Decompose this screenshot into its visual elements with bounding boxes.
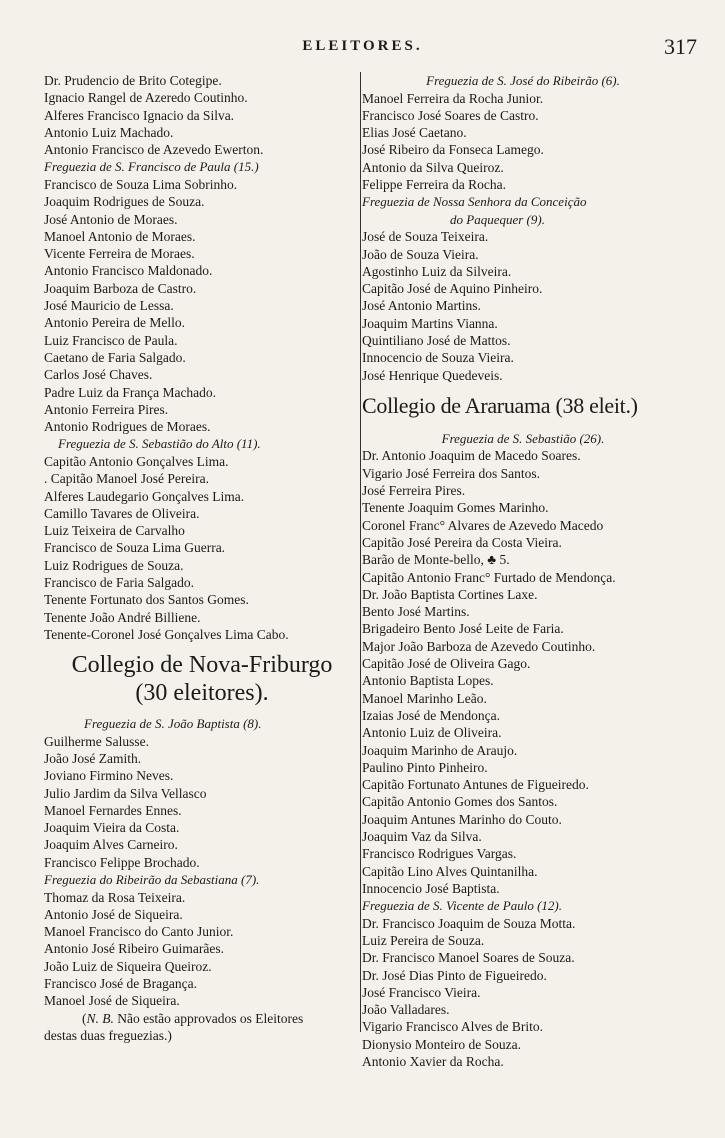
elector-name: Alferes Laudegario Gonçalves Lima.: [44, 488, 245, 504]
footnote-nb: N. B.: [86, 1010, 114, 1026]
elector-name: Capitão José de Oliveira Gago.: [362, 656, 531, 672]
elector-name: Dr. José Dias Pinto de Figueiredo.: [362, 967, 547, 983]
column-divider: [360, 72, 361, 1032]
elector-name: Camillo Tavares de Oliveira.: [44, 505, 200, 521]
elector-name: Capitão Fortunato Antunes de Figueiredo.: [362, 777, 589, 793]
elector-name: Antonio José Ribeiro Guimarães.: [44, 941, 224, 957]
elector-name: Luiz Rodrigues de Souza.: [44, 557, 184, 573]
elector-name: Innocencio de Souza Vieira.: [362, 350, 514, 366]
elector-name: Francisco José de Bragança.: [44, 976, 197, 992]
footnote: [44, 1010, 360, 1027]
elector-name: Capitão Lino Alves Quintanilha.: [362, 863, 538, 879]
elector-name: José Mauricio de Lessa.: [44, 298, 174, 314]
elector-name: Carlos José Chaves.: [44, 367, 153, 383]
elector-name: Coronel Franc° Alvares de Azevedo Macedo: [362, 517, 604, 533]
page-title: ELEITORES.: [302, 38, 423, 54]
elector-list: [44, 176, 360, 435]
elector-name: Paulino Pinto Pinheiro.: [362, 759, 488, 775]
elector-name: Tenente Joaquim Gomes Marinho.: [362, 500, 549, 516]
elector-name: Antonio Francisco de Azevedo Ewerton.: [44, 142, 264, 158]
elector-name: Antonio Rodrigues de Moraes.: [44, 419, 211, 435]
elector-name: Francisco Felippe Brochado.: [44, 854, 200, 870]
elector-name: Tenente João André Billiene.: [44, 609, 201, 625]
elector-name: Manoel Fernardes Ennes.: [44, 802, 182, 818]
elector-name: Francisco José Soares de Castro.: [362, 107, 539, 123]
parish-heading: Freguezia de S. Sebastião do Alto (11).: [58, 436, 261, 452]
elector-name: Thomaz da Rosa Teixeira.: [44, 889, 186, 905]
elector-list: [362, 90, 684, 194]
elector-name: Luiz Francisco de Paula.: [44, 332, 178, 348]
elector-name: Joviano Firmino Neves.: [44, 768, 174, 784]
elector-name: Julio Jardim da Silva Vellasco: [44, 785, 207, 801]
elector-name: Innocencio José Baptista.: [362, 880, 500, 896]
elector-name: Antonio Luiz Machado.: [44, 124, 174, 140]
left-column: [44, 72, 360, 1044]
elector-name: Francisco de Souza Lima Sobrinho.: [44, 176, 238, 192]
elector-name: Capitão Antonio Gomes dos Santos.: [362, 794, 558, 810]
elector-name: Tenente Fortunato dos Santos Gomes.: [44, 592, 249, 608]
page-number: 317: [664, 34, 697, 59]
elector-name: Luiz Pereira de Souza.: [362, 932, 485, 948]
elector-name: Manoel Marinho Leão.: [362, 690, 487, 706]
elector-name: Dr. Prudencio de Brito Cotegipe.: [44, 73, 222, 88]
elector-name: Joaquim Vaz da Silva.: [362, 828, 482, 844]
elector-name: José Ferreira Pires.: [362, 483, 466, 499]
parish-heading: Freguezia de S. Francisco de Paula (15.): [44, 159, 259, 175]
elector-list: [44, 453, 360, 643]
elector-name: José Ribeiro da Fonseca Lamego.: [362, 142, 544, 158]
elector-name: Antonio Pereira de Mello.: [44, 315, 185, 331]
elector-name: Francisco de Faria Salgado.: [44, 575, 194, 591]
elector-name: Antonio da Silva Queiroz.: [362, 159, 504, 175]
parish-heading: Freguezia de Nossa Senhora da Conceição: [362, 194, 587, 210]
footnote-text: Não estão approvados os Eleitores: [113, 1010, 304, 1026]
elector-name: Major João Barboza de Azevedo Coutinho.: [362, 638, 596, 654]
elector-name: Antonio José de Siqueira.: [44, 906, 183, 922]
elector-list: [362, 447, 684, 897]
elector-name: Vicente Ferreira de Moraes.: [44, 246, 195, 262]
elector-name: Izaias José de Mendonça.: [362, 707, 500, 723]
elector-name: João de Souza Vieira.: [362, 246, 479, 262]
elector-name: Dr. Francisco Manoel Soares de Souza.: [362, 950, 575, 966]
elector-list: [44, 889, 360, 1010]
elector-name: João José Zamith.: [44, 751, 142, 766]
footnote-continued: destas duas freguezias.): [44, 1027, 172, 1043]
elector-name: Bento José Martins.: [362, 604, 470, 620]
elector-name: Vigario Francisco Alves de Brito.: [362, 1019, 544, 1035]
elector-name: Brigadeiro Bento José Leite de Faria.: [362, 621, 564, 637]
elector-list: [362, 228, 684, 384]
elector-name: Antonio Xavier da Rocha.: [362, 1054, 504, 1070]
elector-name: Felippe Ferreira da Rocha.: [362, 176, 506, 192]
elector-name: Antonio Luiz de Oliveira.: [362, 725, 502, 741]
elector-name: José Henrique Quedeveis.: [362, 367, 503, 383]
elector-name: Francisco de Souza Lima Guerra.: [44, 540, 226, 556]
parish-heading: Freguezia de S. João Baptista (8).: [84, 716, 262, 732]
elector-name: Joaquim Rodrigues de Souza.: [44, 194, 205, 210]
elector-name: Joaquim Alves Carneiro.: [44, 837, 178, 853]
elector-name: Antonio Baptista Lopes.: [362, 673, 494, 689]
college-heading: Collegio de Nova-Friburgo: [71, 652, 333, 679]
elector-name: Ignacio Rangel de Azeredo Coutinho.: [44, 90, 248, 106]
footnote-open: (: [82, 1010, 87, 1026]
elector-name: Quintiliano José de Mattos.: [362, 333, 511, 349]
elector-list: [362, 915, 684, 1071]
elector-name: Joaquim Antunes Marinho do Couto.: [362, 811, 562, 827]
elector-name: Joaquim Vieira da Costa.: [44, 820, 180, 836]
elector-name: Dr. Antonio Joaquim de Macedo Soares.: [362, 448, 581, 464]
elector-name: Barão de Monte-bello, ♣ 5.: [362, 552, 510, 568]
elector-name: João Valladares.: [362, 1002, 450, 1018]
elector-name: Capitão Antonio Franc° Furtado de Mendonça.: [362, 569, 616, 585]
elector-name: Joaquim Martins Vianna.: [362, 315, 498, 331]
elector-name: Dionysio Monteiro de Souza.: [362, 1036, 521, 1052]
elector-name: Joaquim Barboza de Castro.: [44, 280, 197, 296]
elector-name: Joaquim Marinho de Araujo.: [362, 742, 518, 758]
elector-name: Elias José Caetano.: [362, 125, 467, 141]
elector-name: João Luiz de Siqueira Queiroz.: [44, 958, 212, 974]
parish-heading-continued: do Paquequer (9).: [450, 211, 545, 227]
elector-name: Alferes Francisco Ignacio da Silva.: [44, 107, 235, 123]
elector-name: José de Souza Teixeira.: [362, 229, 489, 245]
elector-name: Antonio Ferreira Pires.: [44, 401, 169, 417]
elector-list: [44, 733, 360, 871]
elector-name: Guilherme Salusse.: [44, 733, 149, 749]
elector-name: . Capitão Manoel José Pereira.: [44, 471, 209, 487]
elector-name: Manoel Antonio de Moraes.: [44, 228, 196, 244]
elector-name: Padre Luiz da França Machado.: [44, 384, 217, 400]
elector-list: [44, 72, 360, 158]
elector-name: Manoel José de Siqueira.: [44, 993, 180, 1009]
elector-name: Francisco Rodrigues Vargas.: [362, 846, 517, 862]
elector-name: Manoel Francisco do Canto Junior.: [44, 924, 234, 940]
elector-name: José Antonio de Moraes.: [44, 211, 178, 227]
parish-heading: Freguezia de S. José do Ribeirão (6).: [426, 73, 620, 88]
college-heading: Collegio de Araruama (38 eleit.): [362, 392, 638, 418]
right-column: [362, 72, 684, 1070]
elector-name: Vigario José Ferreira dos Santos.: [362, 465, 541, 481]
elector-name: José Francisco Vieira.: [362, 984, 481, 1000]
elector-name: Dr. Francisco Joaquim de Souza Motta.: [362, 915, 576, 931]
elector-name: Antonio Francisco Maldonado.: [44, 263, 213, 279]
elector-name: Capitão Antonio Gonçalves Lima.: [44, 453, 229, 469]
elector-name: Agostinho Luiz da Silveira.: [362, 263, 512, 279]
elector-name: Manoel Ferreira da Rocha Junior.: [362, 90, 544, 106]
parish-heading: Freguezia do Ribeirão da Sebastiana (7).: [44, 872, 260, 888]
elector-name: Dr. João Baptista Cortines Laxe.: [362, 586, 538, 602]
elector-name: Capitão José de Aquino Pinheiro.: [362, 281, 543, 297]
elector-name: Caetano de Faria Salgado.: [44, 349, 186, 365]
elector-name: Capitão José Pereira da Costa Vieira.: [362, 534, 562, 550]
page-header: [0, 34, 725, 64]
elector-name: Tenente-Coronel José Gonçalves Lima Cabo.: [44, 626, 289, 642]
elector-name: José Antonio Martins.: [362, 298, 481, 314]
college-heading-subtitle: (30 eleitores).: [135, 680, 269, 707]
parish-heading: Freguezia de S. Vicente de Paulo (12).: [362, 898, 562, 914]
parish-heading: Freguezia de S. Sebastião (26).: [441, 430, 605, 446]
elector-name: Luiz Teixeira de Carvalho: [44, 523, 185, 539]
